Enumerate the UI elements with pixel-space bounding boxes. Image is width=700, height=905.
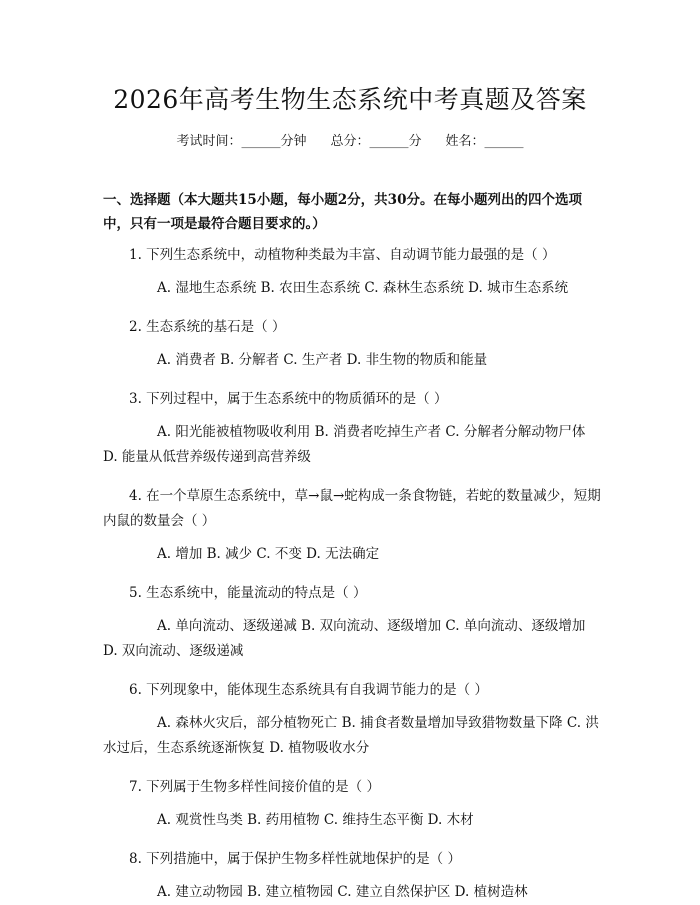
exam-meta bbox=[0, 130, 700, 149]
section-heading: 一、选择题（本大题共15小题，每小题2分，共30分。在每小题列出的四个选项中，只有一项是最符合题目要求的。） bbox=[103, 192, 582, 232]
question-4 bbox=[103, 484, 603, 567]
question-7 bbox=[103, 775, 603, 833]
question-options: A. 阳光能被植物吸收利用 B. 消费者吃掉生产者 C. 分解者分解动物尸体 D. 能量从低营养级传递到高营养级 bbox=[103, 424, 586, 465]
question-options: A. 消费者 B. 分解者 C. 生产者 D. 非生物的物质和能量 bbox=[157, 352, 488, 368]
question-stem: 7. 下列属于生物多样性间接价值的是（ ） bbox=[129, 779, 380, 795]
question-1 bbox=[103, 243, 603, 301]
question-options: A. 湿地生态系统 B. 农田生态系统 C. 森林生态系统 D. 城市生态系统 bbox=[157, 280, 569, 296]
question-6 bbox=[103, 678, 603, 761]
question-options: A. 单向流动、逐级递减 B. 双向流动、逐级增加 C. 单向流动、逐级增加 D. 双向流动、逐级递减 bbox=[103, 618, 586, 659]
question-stem: 1. 下列生态系统中，动植物种类最为丰富、自动调节能力最强的是（ ） bbox=[129, 247, 556, 263]
question-5 bbox=[103, 581, 603, 664]
question-stem: 4. 在一个草原生态系统中，草→鼠→蛇构成一条食物链，若蛇的数量减少，短期内鼠的数量会（ ） bbox=[103, 488, 601, 529]
question-stem: 6. 下列现象中，能体现生态系统具有自我调节能力的是（ ） bbox=[129, 682, 488, 698]
question-stem: 3. 下列过程中，属于生态系统中的物质循环的是（ ） bbox=[129, 391, 448, 407]
question-3 bbox=[103, 387, 603, 470]
score-label: 总分：______分 bbox=[330, 134, 422, 149]
question-2 bbox=[103, 315, 603, 373]
question-stem: 2. 生态系统的基石是（ ） bbox=[129, 319, 286, 335]
question-list bbox=[103, 243, 603, 905]
question-options: A. 建立动物园 B. 建立植物园 C. 建立自然保护区 D. 植树造林 bbox=[157, 884, 528, 900]
name-label: 姓名：______ bbox=[445, 134, 524, 149]
page-title: 2026年高考生物生态系统中考真题及答案 bbox=[113, 85, 587, 114]
question-8 bbox=[103, 847, 603, 905]
question-options: A. 森林火灾后，部分植物死亡 B. 捕食者数量增加导致猎物数量下降 C. 洪水过后，生态系统逐渐恢复 D. 植物吸收水分 bbox=[103, 715, 599, 756]
question-stem: 8. 下列措施中，属于保护生物多样性就地保护的是（ ） bbox=[129, 851, 461, 867]
question-options: A. 观赏性鸟类 B. 药用植物 C. 维持生态平衡 D. 木材 bbox=[157, 812, 474, 828]
time-label: 考试时间：______分钟 bbox=[176, 134, 307, 149]
question-options: A. 增加 B. 减少 C. 不变 D. 无法确定 bbox=[157, 546, 380, 562]
question-stem: 5. 生态系统中，能量流动的特点是（ ） bbox=[129, 585, 367, 601]
